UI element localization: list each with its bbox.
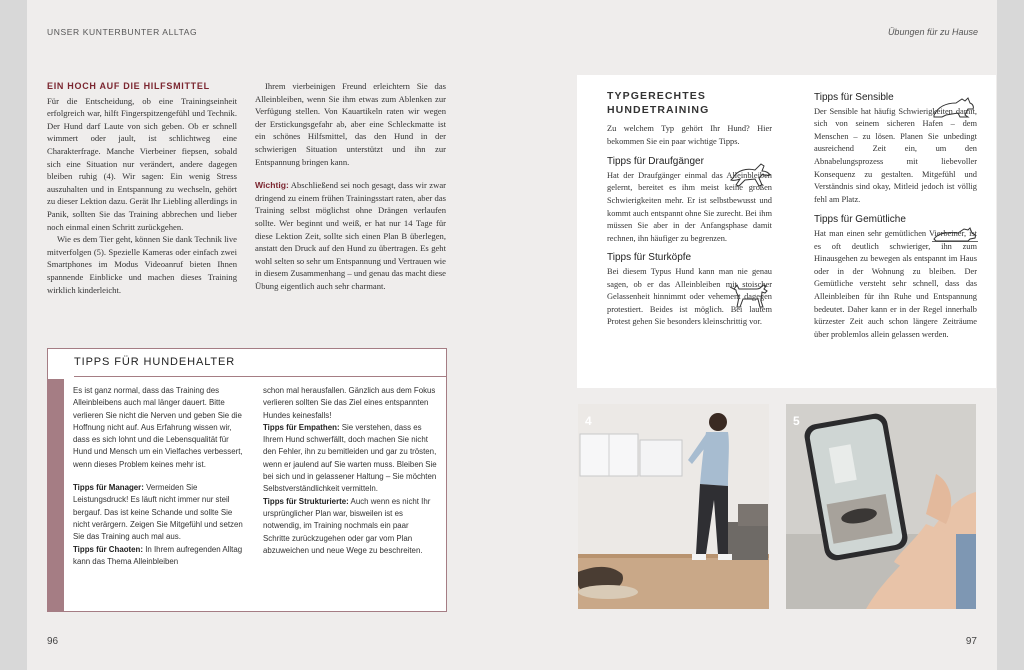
tips-box-hundehalter [47,348,447,612]
tips-empathen-label: Tipps für Empathen: [263,422,340,432]
jumping-dog-icon [729,160,773,188]
running-head-right: Übungen für zu Hause [887,27,978,37]
tips-column-1 [73,385,245,568]
gemuetliche-text: Hat man einen sehr gemütlichen Vierbeiner, ist es oft deutlich schwieriger, ihn zum Hinausgehen zu bewegen als entspannt im Haus oder in der Wohnung zu bleiben. Der Gemütliche versteht sehr schnell, dass das Alleinbleiben für ihn Ruhe und Entspannung bedeutet. Daher kann er in der Regel innerhalb kürzester Zeit auch schon längere Zeiträume über problemlos allein gelassen werden. [814,228,977,339]
tips-chaoten [73,544,245,569]
type-column-2 [814,92,977,341]
tips-strukturierte [263,496,437,557]
type-box-title-line1: TYPGERECHTES [607,90,706,102]
paragraph: Wie es dem Tier geht, können Sie dank Technik live mitverfolgen (5). Spezielle Kameras oder einfach zwei Smartphones im Modus Videoanruf bieten Ihnen spannende Einblicke und machen dieses Training wirklich kinderleicht. [47,234,237,295]
draufgaenger-text: Hat der Draufgänger einmal das Alleinbleiben gelernt, bereitet es ihm meist keine großen Schwierigkeiten mehr. Er ist selbstbewusst und kommt auch entspannt ohne Sie zurecht. Bei ihm müssen Sie aber in der Anfangsphase damit rechnen, ihn häufiger zu begrenzen. [607,170,772,243]
page-number-left: 96 [47,636,59,647]
paragraph: Ihrem vierbeinigen Freund erleichtern Sie das Alleinbleiben, wenn Sie ihm etwas zum Ablenken zur Verfügung stellen. Von Kauartikeln raten wir wegen der Erstickungsgefahr ab, aber eine Schleckmatte ist ein schönes Hilfsmittel, das den Hund in der schwierigen Situation unterstützt und ihn zur Entspannung bringen kann. [255,81,446,167]
type-box-title-line2: HUNDETRAINING [607,104,710,116]
tips-chaoten-text: In Ihrem aufregenden Alltag kann das Thema Alleinbleiben [73,544,243,566]
type-training-box [577,75,996,388]
sitting-dog-icon [932,95,976,119]
sensible-text: Der Sensible hat häufig Schwierigkeiten damit, sich von seinem sicheren Hafen – dem Menschen – zu lösen. Planen Sie unbedingt ausreichend Zeit ein, um den Abnabelungsprozess mit liebevoller Konsequenz zu gestalten. Mitgefühl und Verständnis sind okay, Mitleid jedoch ist völlig fehl am Platz. [814,106,977,204]
tips-empathen-text: Sie verstehen, dass es Ihrem Hund schwerfällt, doch machen Sie nicht den Fehler, ihn zu bemitleiden und gar zu trösten, wenn er jaulend auf Sie warten muss. Bleiben Sie bei sich und in gelassener Haltung – Sie möchten Selbstverständlichkeit vermitteln. [263,422,437,494]
tips-intro: Es ist ganz normal, dass das Training des Alleinbleibens auch mal länger dauert. Bitte verlieren Sie nicht die Nerven und geben Sie die Hoffnung nicht auf. Aus Erfahrung wissen wir, dass es sich lohnt und die Lebensqualität für Hund und Mensch um ein Vielfaches verbessert, wenn dieses Problem keines mehr ist. [73,386,243,469]
tips-box-title: TIPPS FÜR HUNDEHALTER [74,356,446,377]
tips-manager-text: Vermeiden Sie Leistungsdruck! Es läuft nicht immer nur steil bergauf. Das ist keine Schande und sollte Sie nicht verärgern. Zeigen Sie Mitgefühl und setzen Sie das Training auch mal aus. [73,483,243,542]
paragraph-important [255,179,446,292]
lying-dog-icon [932,225,978,243]
sturkoepfe-title: Tipps für Sturköpfe [607,252,692,264]
sensible-title: Tipps für Sensible [814,92,894,103]
left-column-1 [47,80,237,296]
important-text: Abschließend sei noch gesagt, dass wir zwar dringend zu einem frühen Trainingsstart raten, aber das Training selbst möglichst ohne Drängen verlaufen sollte. Wer beginnt und weiß, er hat nur 14 Tage für diese Lektion Zeit, sollte sich einen Plan B überlegen, anstatt den Druck auf den Hund zu übertragen. Es geht wohl selten so sehr um Entspannung und Vertrauen wie in diesem Zusammenhang – und genau das macht diese Übung eigentlich auch sehr charmant. [255,180,446,291]
tips-continued: schon mal herausfallen. Gänzlich aus dem Fokus verlieren sollten Sie das Ziel eines entspannten Hundes keinesfalls! [263,386,436,420]
type-intro: Zu welchem Typ gehört Ihr Hund? Hier bekommen Sie ein paar wichtige Tipps. [607,124,772,146]
gemuetliche-title: Tipps für Gemütliche [814,214,906,226]
photo-number-4: 4 [585,414,592,428]
tips-empathen [263,422,437,496]
type-box-title [607,89,709,117]
standing-dog-icon [727,279,771,309]
tips-column-2 [263,385,437,557]
tips-manager [73,482,245,543]
tips-strukturierte-label: Tipps für Strukturierte: [263,496,349,506]
important-label: Wichtig: [255,180,289,191]
photo-smartphone-live-view [786,404,976,609]
tips-manager-label: Tipps für Manager: [73,483,144,493]
tips-strukturierte-text: Auch wenn es nicht Ihr ursprünglicher Plan war, bisweilen ist es notwendig, im Training nochmals ein paar Schritte zurückzugehen oder gar vom Plan abzuweichen und neue Wege zu beschreiten. [263,496,431,555]
running-head-left: UNSER KUNTERBUNTER ALLTAG [47,27,198,37]
paragraph: Für die Entscheidung, ob eine Trainingseinheit erfolgreich war, hilft Fingerspitzengefühl und Technik. Der Hund darf Laute von sich geben. Ob er schnell wimmert oder jault, ist schlichtweg eine Charakterfrage. Manche Vierbeiner fiepsen, sobald sich eine Situation nur verändert, andere dagegen bleiben ruhig (4). Wir sagen: Ein wenig Stress auszuhalten und in Entspannung zu wechseln, gehört zu dieser Lektion dazu. Gerät Ihr Liebling allerdings in Panik, sollten Sie das Training abbrechen und lieber noch einmal einen Schritt zurückgehen. [47,95,237,232]
section-heading: EIN HOCH AUF DIE HILFSMITTEL [47,81,210,91]
left-column-2 [255,80,446,293]
sturkoepfe-text: Bei diesem Typus Hund kann man nie genau sagen, ob er das Alleinbleiben mit stoischer Gelassenheit hinnimmt oder vehement dagegen protestiert. Beides ist möglich. Bei lautem Protest gehen Sie besonders kleinschrittig vor. [607,266,772,327]
photo-number-5: 5 [793,414,800,428]
tips-chaoten-label: Tipps für Chaoten: [73,544,143,554]
page-number-right: 97 [965,636,977,647]
draufgaenger-title: Tipps für Draufgänger [607,156,704,168]
box-stripe [48,379,64,611]
photo-woman-leaving-room [578,404,769,609]
